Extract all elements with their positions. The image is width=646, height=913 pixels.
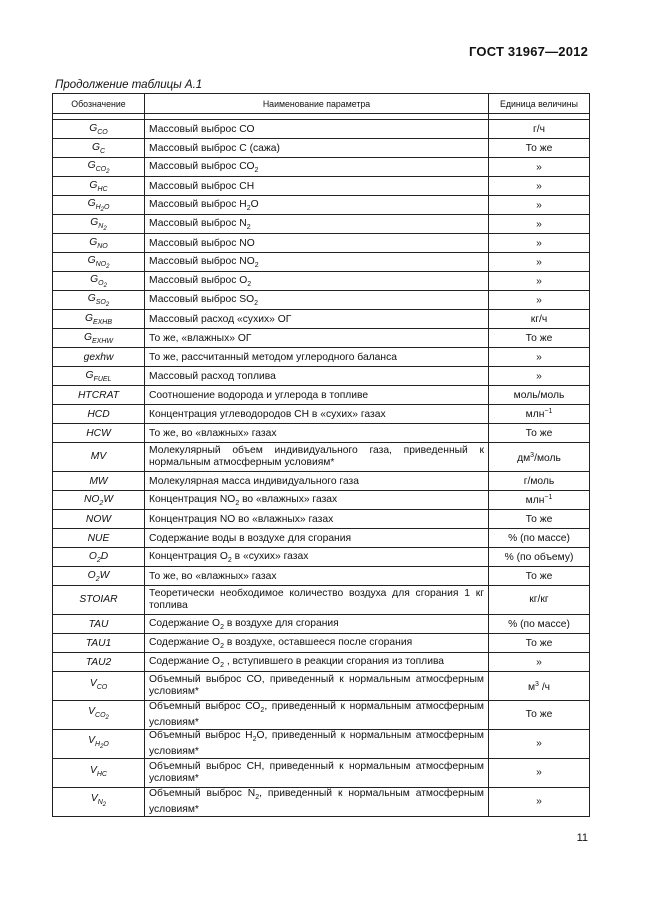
table-row — [53, 634, 590, 653]
row-symbol: $G_{CO_2}$ — [53, 158, 145, 177]
row-parameter-name: Объемный выброс $H_2O$, приведенный к нормальным атмосферным условиям* — [145, 730, 489, 759]
row-parameter-name: Объемный выброс СО, приведенный к нормальным атмосферным условиям* — [145, 672, 489, 701]
table-row — [53, 424, 590, 443]
row-unit: моль/моль — [489, 386, 590, 405]
row-symbol: NUE — [53, 529, 145, 548]
row-parameter-name: Содержание воды в воздухе для сгорания — [145, 529, 489, 548]
table-row — [53, 548, 590, 567]
row-symbol: $G_{HC}$ — [53, 177, 145, 196]
row-symbol: $G_{NO}$ — [53, 234, 145, 253]
row-unit: То же — [489, 424, 590, 443]
table-row — [53, 653, 590, 672]
row-symbol: $G_{H_2O}$ — [53, 196, 145, 215]
table-row — [53, 443, 590, 472]
table-row — [53, 234, 590, 253]
row-unit: » — [489, 291, 590, 310]
row-unit: % (по объему) — [489, 548, 590, 567]
row-symbol: $V_{H_2O}$ — [53, 730, 145, 759]
row-symbol: $V_{CO}$ — [53, 672, 145, 701]
row-symbol: $NO_2W$ — [53, 491, 145, 510]
table-caption: Продолжение таблицы А.1 — [55, 79, 203, 91]
row-symbol: $V_{N_2}$ — [53, 788, 145, 817]
table-row — [53, 272, 590, 291]
row-symbol: gexhw — [53, 348, 145, 367]
table-row — [53, 291, 590, 310]
row-unit: » — [489, 759, 590, 788]
row-parameter-name: Концентрация углеводородов СН в «сухих» газах — [145, 405, 489, 424]
table-row — [53, 367, 590, 386]
row-symbol: MV — [53, 443, 145, 472]
row-symbol: $G_C$ — [53, 139, 145, 158]
table-row — [53, 405, 590, 424]
column-header-unit: Единица величины — [489, 94, 590, 114]
row-parameter-name: Концентрация $NO_2$ во «влажных» газах — [145, 491, 489, 510]
row-parameter-name: Массовый выброс $СО_2$ — [145, 158, 489, 177]
row-unit: % (по массе) — [489, 615, 590, 634]
row-parameter-name: Массовый расход «сухих» ОГ — [145, 310, 489, 329]
row-symbol: STOIAR — [53, 586, 145, 615]
row-symbol: $G_{EXHB}$ — [53, 310, 145, 329]
row-unit: $дм^3$/моль — [489, 443, 590, 472]
row-unit: » — [489, 158, 590, 177]
row-symbol: $G_{NO_2}$ — [53, 253, 145, 272]
table-row — [53, 567, 590, 586]
row-parameter-name: Массовый выброс NO — [145, 234, 489, 253]
table-row — [53, 701, 590, 730]
row-parameter-name: Содержание $O_2$ в воздухе, оставшееся после сгорания — [145, 634, 489, 653]
row-parameter-name: Массовый выброс $SO_2$ — [145, 291, 489, 310]
row-parameter-name: Молекулярная масса индивидуального газа — [145, 472, 489, 491]
document-header: ГОСТ 31967—2012 — [469, 44, 588, 59]
table-row — [53, 730, 590, 759]
row-unit: млн$^{-1}$ — [489, 405, 590, 424]
table-row — [53, 158, 590, 177]
row-symbol: TAU1 — [53, 634, 145, 653]
row-unit: То же — [489, 329, 590, 348]
table-row — [53, 529, 590, 548]
row-parameter-name: Массовый выброс $H_2O$ — [145, 196, 489, 215]
table-row — [53, 348, 590, 367]
table-row — [53, 139, 590, 158]
row-parameter-name: Соотношение водорода и углерода в топливе — [145, 386, 489, 405]
row-parameter-name: Концентрация NO во «влажных» газах — [145, 510, 489, 529]
table-row — [53, 386, 590, 405]
table-row — [53, 788, 590, 817]
row-symbol: $G_{SO_2}$ — [53, 291, 145, 310]
row-parameter-name: Содержание $O_2$ , вступившего в реакции сгорания из топлива — [145, 653, 489, 672]
row-parameter-name: Теоретически необходимое количество воздуха для сгорания 1 кг топлива — [145, 586, 489, 615]
table-row — [53, 177, 590, 196]
row-unit: г/ч — [489, 120, 590, 139]
row-symbol: TAU — [53, 615, 145, 634]
row-unit: % (по массе) — [489, 529, 590, 548]
row-unit: » — [489, 215, 590, 234]
page-number: 11 — [576, 832, 588, 844]
table-row — [53, 120, 590, 139]
row-unit: То же — [489, 634, 590, 653]
row-symbol: $V_{CO_2}$ — [53, 701, 145, 730]
table-row — [53, 472, 590, 491]
row-unit: То же — [489, 139, 590, 158]
row-unit: » — [489, 196, 590, 215]
row-symbol: $G_{CO}$ — [53, 120, 145, 139]
row-symbol: TAU2 — [53, 653, 145, 672]
row-parameter-name: То же, «влажных» ОГ — [145, 329, 489, 348]
row-symbol: MW — [53, 472, 145, 491]
table-row — [53, 215, 590, 234]
row-unit: » — [489, 177, 590, 196]
column-header-symbol: Обозначение — [53, 94, 145, 114]
row-parameter-name: То же, во «влажных» газах — [145, 424, 489, 443]
row-parameter-name: Массовый расход топлива — [145, 367, 489, 386]
row-symbol: NOW — [53, 510, 145, 529]
table-row — [53, 615, 590, 634]
row-parameter-name: Массовый выброс СО — [145, 120, 489, 139]
row-unit: » — [489, 653, 590, 672]
table-row — [53, 310, 590, 329]
table-row — [53, 329, 590, 348]
row-parameter-name: Молекулярный объем индивидуального газа, приведенный к нормальным атмосферным условиям* — [145, 443, 489, 472]
row-parameter-name: Объемный выброс $СО_2$, приведенный к нормальным атмосферным условиям* — [145, 701, 489, 730]
row-unit: То же — [489, 510, 590, 529]
row-symbol: $G_{O_2}$ — [53, 272, 145, 291]
row-unit: » — [489, 348, 590, 367]
row-unit: $м^3$ /ч — [489, 672, 590, 701]
row-parameter-name: Массовый выброс $N_2$ — [145, 215, 489, 234]
row-symbol: $G_{FUEL}$ — [53, 367, 145, 386]
row-symbol: $O_2D$ — [53, 548, 145, 567]
row-symbol: $V_{HC}$ — [53, 759, 145, 788]
row-symbol: $O_2W$ — [53, 567, 145, 586]
row-parameter-name: Объемный выброс СН, приведенный к нормальным атмосферным условиям* — [145, 759, 489, 788]
row-unit: » — [489, 253, 590, 272]
table-row — [53, 196, 590, 215]
row-unit: » — [489, 272, 590, 291]
table-row — [53, 672, 590, 701]
row-unit: » — [489, 367, 590, 386]
row-unit: То же — [489, 567, 590, 586]
row-parameter-name: Массовый выброс $O_2$ — [145, 272, 489, 291]
row-unit: кг/кг — [489, 586, 590, 615]
row-unit: млн$^{-1}$ — [489, 491, 590, 510]
row-parameter-name: Массовый выброс $NO_2$ — [145, 253, 489, 272]
row-unit: г/моль — [489, 472, 590, 491]
table-row — [53, 759, 590, 788]
row-parameter-name: Массовый выброс СН — [145, 177, 489, 196]
row-symbol: $G_{N_2}$ — [53, 215, 145, 234]
row-parameter-name: Массовый выброс С (сажа) — [145, 139, 489, 158]
row-parameter-name: Концентрация $O_2$ в «сухих» газах — [145, 548, 489, 567]
table-row — [53, 253, 590, 272]
row-symbol: $G_{EXHW}$ — [53, 329, 145, 348]
row-symbol: HCW — [53, 424, 145, 443]
row-unit: » — [489, 730, 590, 759]
row-unit: » — [489, 234, 590, 253]
table-row — [53, 586, 590, 615]
row-parameter-name: То же, во «влажных» газах — [145, 567, 489, 586]
row-unit: кг/ч — [489, 310, 590, 329]
row-parameter-name: Содержание $O_2$ в воздухе для сгорания — [145, 615, 489, 634]
table-row — [53, 510, 590, 529]
row-unit: То же — [489, 701, 590, 730]
row-unit: » — [489, 788, 590, 817]
row-symbol: HCD — [53, 405, 145, 424]
table-row — [53, 491, 590, 510]
row-parameter-name: Объемный выброс $N_2$, приведенный к нормальным атмосферным условиям* — [145, 788, 489, 817]
row-symbol: HTCRAT — [53, 386, 145, 405]
parameters-table — [52, 93, 590, 817]
column-header-name: Наименование параметра — [145, 94, 489, 114]
row-parameter-name: То же, рассчитанный методом углеродного баланса — [145, 348, 489, 367]
